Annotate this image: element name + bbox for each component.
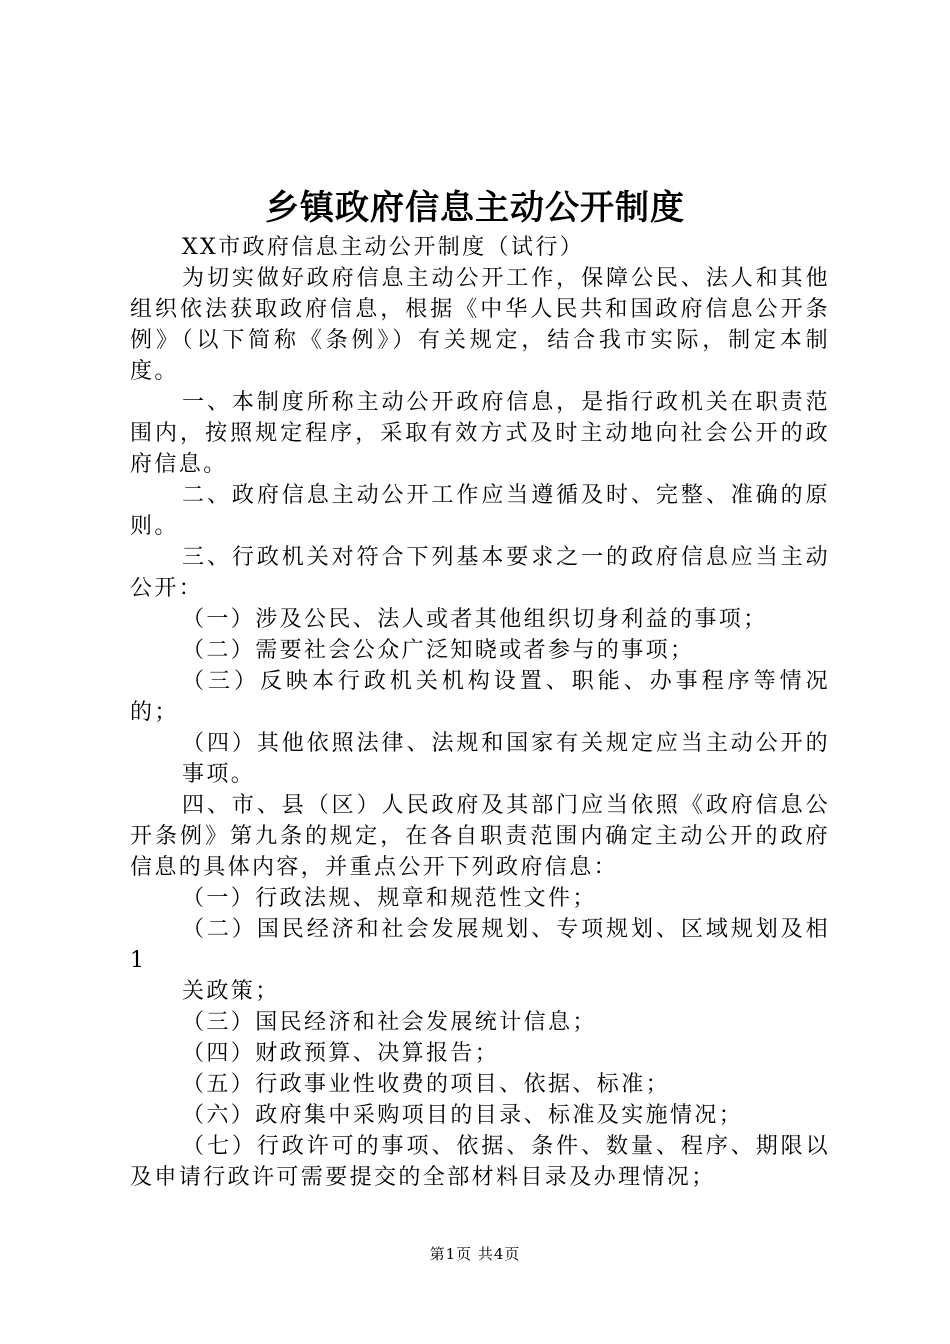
list-item: （二）需要社会公众广泛知晓或者参与的事项； <box>182 638 695 663</box>
list-item: （五）行政事业性收费的项目、依据、标准； <box>182 1072 671 1097</box>
list-item: （三）国民经济和社会发展统计信息； <box>182 1010 597 1035</box>
paragraph: 一、本制度所称主动公开政府信息，是指行政机关在职责范围内，按照规定程序，采取有效方式及时主动地向社会公开的政府信息。 <box>130 390 830 477</box>
list-item: （一）涉及公民、法人或者其他组织切身利益的事项； <box>182 607 768 632</box>
document-title: 乡镇政府信息主动公开制度 <box>265 188 685 228</box>
list-item: （二）国民经济和社会发展规划、专项规划、区域规划及相1 <box>130 917 830 973</box>
list-item: （三）反映本行政机关机构设置、职能、办事程序等情况的； <box>130 669 830 725</box>
paragraph: 二、政府信息主动公开工作应当遵循及时、完整、准确的原则。 <box>130 483 830 539</box>
paragraph: 为切实做好政府信息主动公开工作，保障公民、法人和其他组织依法获取政府信息，根据《中华人民共和国政府信息公开条例》（以下简称《条例》）有关规定，结合我市实际，制定本制度。 <box>130 266 830 384</box>
paragraph: XX市政府信息主动公开制度（试行） <box>182 235 585 260</box>
paragraph: 四、市、县（区）人民政府及其部门应当依照《政府信息公开条例》第九条的规定，在各自职责范围内确定主动公开的政府信息的具体内容，并重点公开下列政府信息： <box>130 793 830 880</box>
document-body <box>130 232 830 1193</box>
page-number: 第1页 共4页 <box>429 1245 521 1263</box>
list-item: （四）其他依照法律、法规和国家有关规定应当主动公开的事项。 <box>182 731 830 787</box>
list-item: （七）行政许可的事项、依据、条件、数量、程序、期限以及申请行政许可需要提交的全部材料目录及办理情况； <box>130 1134 830 1190</box>
paragraph: 三、行政机关对符合下列基本要求之一的政府信息应当主动公开： <box>130 545 830 601</box>
list-item: （六）政府集中采购项目的目录、标准及实施情况； <box>182 1103 744 1128</box>
list-item: （四）财政预算、决算报告； <box>182 1041 500 1066</box>
list-item: 关政策； <box>182 979 280 1004</box>
list-item: （一）行政法规、规章和规范性文件； <box>182 886 597 911</box>
